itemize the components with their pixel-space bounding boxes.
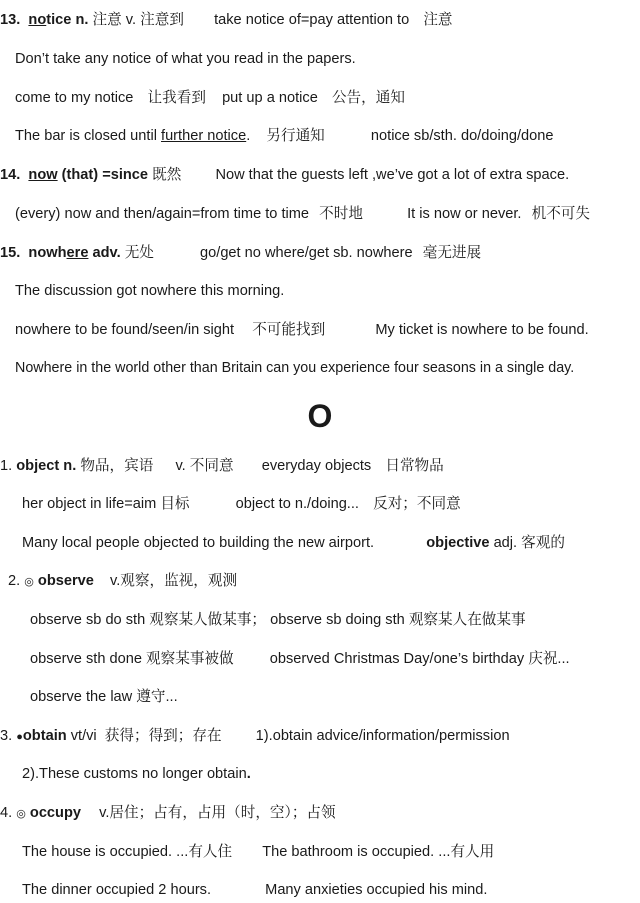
entry-number: 13. — [0, 12, 21, 28]
headword-part: tice — [46, 12, 72, 28]
example-line: observe sth done 观察某事被做 observed Christmas Day/one’s birthday 庆祝... — [30, 651, 570, 667]
example-line: observe the law 遵守... — [30, 689, 178, 705]
importance-mark: ◎ — [16, 808, 26, 820]
entry-notice-header — [0, 10, 453, 30]
example-line: The dinner occupied 2 hours. Many anxieties occupied his mind. — [22, 882, 488, 898]
chinese-meaning: 不同意 — [189, 458, 234, 474]
example-line: her object in life=aim 目标 object to n./doing... 反对；不同意 — [22, 496, 461, 512]
entry-number: 4. — [0, 805, 13, 821]
example-sentence: Don’t take any notice of what you read in the papers. — [15, 51, 356, 67]
chinese-meaning: 毫无进展 — [422, 245, 482, 261]
example-line: 2).These customs no longer obtain. — [22, 766, 251, 782]
entry-object-header — [0, 456, 444, 476]
example-sentence: Nowhere in the world other than Britain can you experience four seasons in a single day. — [15, 360, 575, 376]
example-line: The bar is closed until further notice. 另行通知 notice sb/sth. do/doing/done — [15, 128, 554, 144]
example-line: Many local people objected to building the new airport. objective adj. 客观的 — [22, 535, 565, 551]
definition: v.居住；占有，占用（时，空）；占领 — [99, 805, 336, 821]
section-letter: O — [307, 398, 333, 434]
chinese-meaning: 物品，宾语 — [80, 458, 154, 474]
headword: obtain — [22, 728, 67, 744]
headword: object — [16, 458, 60, 474]
example-line: nowhere to be found/seen/in sight 不可能找到 My ticket is nowhere to be found. — [15, 322, 589, 338]
part-of-speech: n. — [63, 458, 77, 474]
entry-observe-header — [8, 571, 237, 592]
definition: vt/vi 获得；得到；存在 — [70, 728, 222, 744]
part-of-speech: adv. — [92, 245, 121, 261]
entry-number: 3. — [0, 728, 13, 744]
part-of-speech: v. — [175, 458, 186, 474]
example-line: come to my notice 让我看到 put up a notice 公告，通知 — [15, 90, 405, 106]
phrase: go/get no where/get sb. nowhere — [200, 245, 413, 261]
chinese-meaning: 无处 — [124, 245, 154, 261]
entry-number: 2. — [8, 573, 21, 589]
headword: occupy — [29, 805, 81, 821]
definition: v.观察，监视，观测 — [110, 573, 238, 589]
related-word: objective — [426, 535, 490, 551]
headword-part: no — [28, 12, 47, 28]
headword-part: ere — [66, 245, 89, 261]
headword: observe — [37, 573, 94, 589]
example-sentence: The discussion got nowhere this morning. — [15, 283, 285, 299]
entry-occupy-header — [0, 803, 336, 824]
entry-number: 15. — [0, 245, 21, 261]
phrase: everyday objects — [261, 458, 372, 474]
phrase: take notice of=pay attention to — [214, 12, 410, 28]
headword: now — [28, 167, 58, 183]
chinese-meaning: 注意 — [92, 12, 122, 28]
headword-note: (that) =since — [61, 167, 149, 183]
part-of-speech: v. — [125, 12, 137, 28]
entry-number: 14. — [0, 167, 21, 183]
example-line: observe sb do sth 观察某人做某事； observe sb doing sth 观察某人在做某事 — [30, 612, 526, 628]
part-of-speech: n. — [75, 12, 89, 28]
entry-now-header — [0, 165, 569, 185]
importance-mark: ● — [16, 731, 23, 743]
importance-mark: ◎ — [24, 576, 34, 588]
example-line: The house is occupied. ...有人住 The bathroom is occupied. ...有人用 — [22, 844, 495, 860]
chinese-meaning: 注意到 — [140, 12, 184, 28]
entry-nowhere-header — [0, 243, 481, 263]
chinese-meaning: 既然 — [152, 167, 182, 183]
chinese-meaning: 日常物品 — [385, 458, 444, 474]
example: 1).obtain advice/information/permission — [255, 728, 510, 744]
entry-obtain-header — [0, 726, 510, 747]
example-sentence: Now that the guests left ,we’ve got a lot of extra space. — [215, 167, 570, 183]
chinese-meaning: 注意 — [423, 12, 453, 28]
example-line: (every) now and then/again=from time to time 不时地 It is now or never. 机不可失 — [15, 206, 590, 222]
entry-number: 1. — [0, 458, 13, 474]
headword-part: nowh — [28, 245, 67, 261]
